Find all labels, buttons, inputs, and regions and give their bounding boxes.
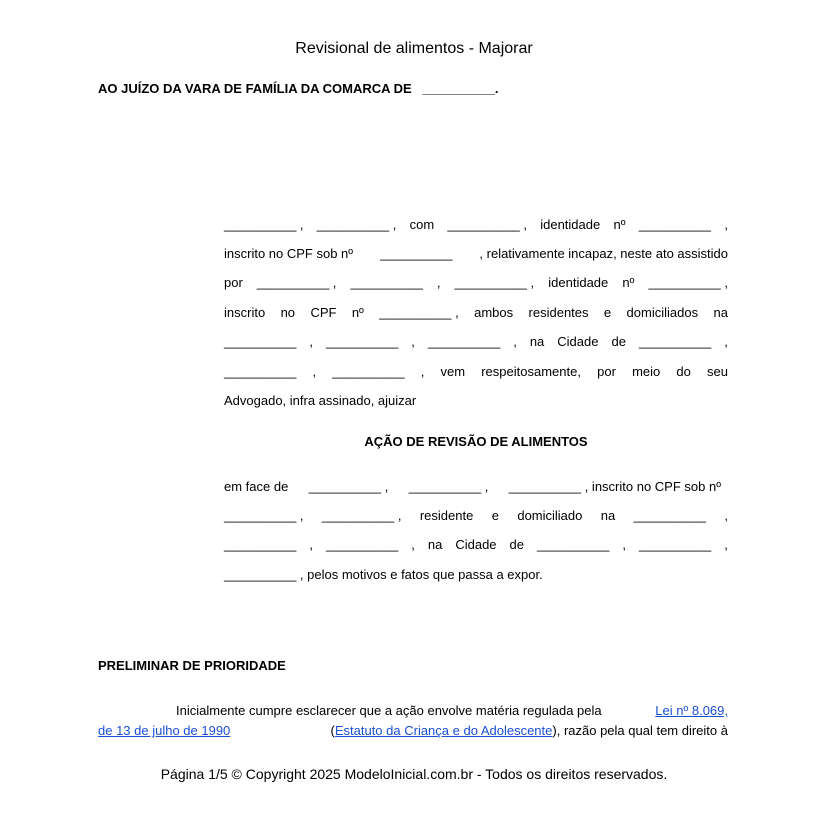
- word: seu: [707, 364, 728, 379]
- blank: __________ ,: [256, 275, 337, 290]
- word: nº: [351, 305, 364, 320]
- party-id-blank: __________: [638, 217, 712, 232]
- parties-line-3: [224, 274, 728, 291]
- comma: ,: [309, 334, 313, 349]
- comma: ,: [724, 508, 728, 523]
- addressee-label: AO JUÍZO DA VARA DE FAMÍLIA DA COMARCA DE: [98, 81, 412, 96]
- addressee-period: .: [494, 81, 499, 96]
- word: e: [603, 305, 612, 320]
- word: em face de: [224, 479, 289, 494]
- comma: ,: [312, 364, 317, 379]
- word: de: [611, 334, 626, 349]
- blank: __________: [638, 537, 712, 552]
- word: na: [427, 537, 443, 552]
- word: domiciliados: [626, 305, 699, 320]
- word: respeitosamente,: [481, 364, 581, 379]
- party-age-blank: __________ ,: [447, 217, 527, 232]
- word: Cidade: [557, 334, 599, 349]
- addressee-line: [98, 81, 498, 96]
- page-footer: Página 1/5 © Copyright 2025 ModeloInicial.com.br - Todos os direitos reservados.: [160, 766, 668, 782]
- comma: ,: [411, 537, 415, 552]
- word: com: [409, 217, 435, 232]
- word: residentes: [528, 305, 589, 320]
- comarca-blank: __________: [422, 81, 495, 96]
- preliminary-heading: PRELIMINAR DE PRIORIDADE: [98, 658, 286, 673]
- word: na: [600, 508, 616, 523]
- word: na: [529, 334, 545, 349]
- word: ambos: [474, 305, 514, 320]
- word: nº: [622, 275, 635, 290]
- parties-line-2: [224, 245, 728, 262]
- law-date-link[interactable]: de 13 de julho de 1990: [98, 723, 231, 738]
- word: nº: [613, 217, 626, 232]
- word: residente: [419, 508, 474, 523]
- blank: __________ ,: [321, 508, 402, 523]
- blank: __________: [350, 275, 423, 290]
- party-nationality-blank: __________ ,: [316, 217, 397, 232]
- word: domiciliado: [517, 508, 583, 523]
- statute-link[interactable]: Estatuto da Criança e do Adolescente: [334, 723, 553, 738]
- word: CPF: [310, 305, 337, 320]
- word: Cidade: [455, 537, 497, 552]
- blank: __________: [633, 508, 706, 523]
- word: e: [491, 508, 499, 523]
- law-link[interactable]: Lei nº 8.069,: [655, 703, 728, 718]
- word: de: [509, 537, 525, 552]
- defendant-name-blank: __________ ,: [308, 479, 389, 494]
- parties-line-4: [224, 304, 728, 321]
- word: inscrito no CPF sob nº: [224, 246, 354, 261]
- comma: ,: [724, 217, 728, 232]
- defendant-line-3: [224, 536, 728, 553]
- blank: __________ ,: [454, 275, 535, 290]
- paragraph-text: Inicialmente cumpre esclarecer que a ação envolve matéria regulada pela: [176, 703, 602, 718]
- comma: ,: [724, 334, 728, 349]
- comma: ,: [420, 364, 425, 379]
- blank: __________: [427, 334, 501, 349]
- parties-line-7: Advogado, infra assinado, ajuizar: [224, 393, 417, 408]
- word: __________ , inscrito no CPF sob nº: [508, 479, 721, 494]
- blank: __________ ,: [224, 508, 304, 523]
- comma: ,: [436, 275, 441, 290]
- word: , relativamente incapaz, neste ato assistido: [479, 246, 728, 261]
- defendant-line-2: [224, 507, 728, 524]
- party-name-blank: __________ ,: [224, 217, 304, 232]
- defendant-line-4: __________ , pelos motivos e fatos que passa a expor.: [224, 567, 543, 582]
- parties-line-1: [224, 216, 728, 233]
- word: na: [713, 305, 728, 320]
- word: por: [597, 364, 616, 379]
- word: do: [676, 364, 691, 379]
- word: identidade: [540, 217, 601, 232]
- blank: __________ ,: [648, 275, 728, 290]
- paragraph-line-2: [98, 722, 728, 739]
- blank: __________ ,: [408, 479, 489, 494]
- blank: __________: [537, 537, 610, 552]
- defendant-line-1: [224, 478, 721, 495]
- comma: ,: [622, 537, 626, 552]
- word: identidade: [548, 275, 609, 290]
- parties-line-6: [224, 363, 728, 380]
- blank: __________: [332, 364, 405, 379]
- word: no: [280, 305, 296, 320]
- blank: __________: [224, 334, 297, 349]
- comma: ,: [724, 537, 728, 552]
- blank: __________: [224, 537, 297, 552]
- word: inscrito: [224, 305, 266, 320]
- party-cpf-blank: __________: [380, 246, 453, 261]
- action-title: AÇÃO DE REVISÃO DE ALIMENTOS: [364, 434, 588, 449]
- comma: ,: [513, 334, 517, 349]
- paren-open: (: [330, 723, 335, 738]
- word: por: [224, 275, 243, 290]
- blank: __________: [325, 334, 399, 349]
- blank: __________: [224, 364, 297, 379]
- word: meio: [632, 364, 661, 379]
- blank: __________: [325, 537, 399, 552]
- word: vem: [440, 364, 466, 379]
- paragraph-tail: ), razão pela qual tem direito à: [552, 723, 728, 738]
- blank: __________: [638, 334, 712, 349]
- comma: ,: [411, 334, 415, 349]
- parties-line-5: [224, 333, 728, 350]
- paragraph-line-1: [98, 702, 728, 719]
- comma: ,: [309, 537, 313, 552]
- blank: __________ ,: [379, 305, 459, 320]
- page-title: Revisional de alimentos - Majorar: [295, 40, 533, 57]
